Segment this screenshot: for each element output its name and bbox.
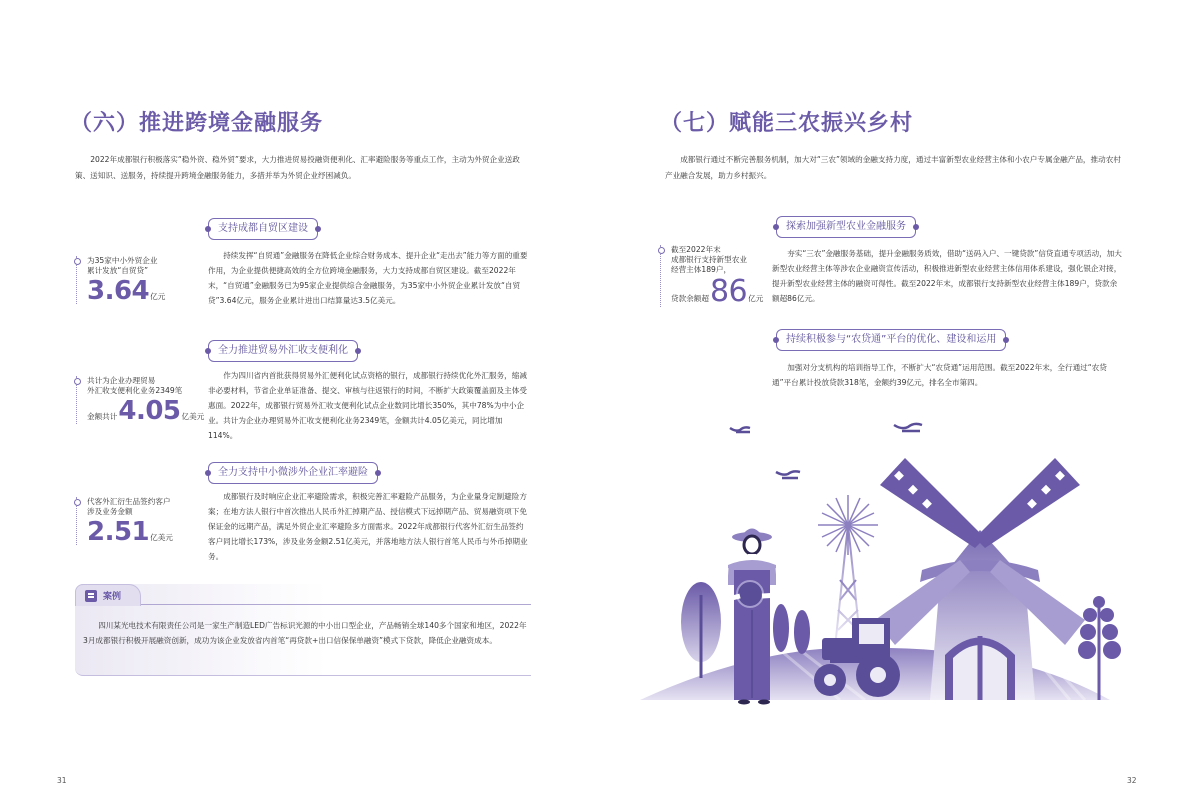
- farm-illustration: [640, 410, 1140, 720]
- subsection-body: 作为四川省内首批获得贸易外汇便利化试点资格的银行，成都银行持续优化外汇服务，缩减非必要材料，节省企业单证准备、提交、审核与往返银行的时间，不断扩大政策覆盖面及主体受惠面。2022年，成都银行贸易外汇收支便利化试点企业数同比增长350%，其中78%为中小企业。共计为企业办理贸易外汇收支便利化业务2349笔，金额共计4.05亿美元，同比增加114%。: [208, 371, 527, 440]
- case-body: 四川某光电技术有限责任公司是一家生产制造LED广告标识光源的中小出口型企业，产品畅销全球140多个国家和地区，2022年3月成都银行积极开展融资创新，成功为该企业发放省内首笔“再贷款+出口信保保单融资”模式下贷款，降低企业融资成本。: [83, 621, 527, 645]
- stat-unit: 亿美元: [150, 533, 173, 542]
- wheat-icon: [773, 604, 810, 654]
- stat-callout: [76, 376, 204, 424]
- subsection-title: 支持成都自贸区建设: [208, 218, 318, 240]
- stat-label: 共计为企业办理贸易: [87, 376, 156, 385]
- case-title: 案例: [103, 592, 122, 602]
- stat-number: 86: [709, 274, 748, 309]
- stat-unit: 亿元: [748, 294, 764, 303]
- subsection-title: 持续积极参与“农贷通”平台的优化、建设和运用: [776, 329, 1006, 351]
- stat-label: 外汇收支便利化业务2349笔: [87, 386, 183, 395]
- bird-icons: [730, 424, 922, 478]
- stat-prefix: 金额共计: [87, 412, 118, 421]
- subsection-body: 成都银行及时响应企业汇率避险需求，积极完善汇率避险产品服务，为企业量身定制避险方案；在地方法人银行中首次推出人民币外汇掉期产品、授信模式下远掉期产品、贸易融资项下免保证金的远期产品，满足外贸企业汇率避险多方面需求。2022年成都银行代客外汇衍生品签约客户同比增长173%，涉及业务金额2.51亿美元，并落地地方法人银行首笔人民币与外币掉期业务。: [208, 492, 528, 561]
- case-book-icon: [85, 590, 97, 602]
- subsection-body: 夯实“三农”金融服务基础，提升金融服务质效，借助“送码入户、一键贷款”信贷直通专项活动，加大新型农业经营主体等涉农企业融资宣传活动，积极推进新型农业经营主体信用体系建设，强化银企对接，提升新型农业经营主体的融资可得性。截至2022年末，成都银行支持新型农业经营主体189户，贷款余额超86亿元。: [772, 249, 1122, 303]
- stat-number: 4.05: [118, 396, 181, 426]
- subsection-title: 全力推进贸易外汇收支便利化: [208, 340, 358, 362]
- stat-number: 3.64: [87, 276, 150, 306]
- subsection-title: 全力支持中小微涉外企业汇率避险: [208, 462, 378, 484]
- stat-unit: 亿美元: [181, 412, 205, 421]
- stat-number: 2.51: [87, 517, 150, 547]
- tree-left-icon: [681, 582, 721, 678]
- page-number: 31: [57, 776, 67, 785]
- section-intro: 成都银行通过不断完善服务机制，加大对“三农”领域的金融支持力度，通过丰富新型农业经营主体和小农户专属金融产品，推动农村产业融合发展，助力乡村振兴。: [665, 155, 1121, 180]
- case-divider: [141, 604, 531, 605]
- section-title: （七）赋能三农振兴乡村: [660, 111, 914, 136]
- subsection-body: 持续发挥“自贸通”金融服务在降低企业综合财务成本、提升企业“走出去”能力等方面的重要作用，为企业提供便捷高效的全方位跨境金融服务，大力支持成都自贸区建设。截至2022年末，“自贸通”金融服务已为95家企业提供综合金融服务，为35家中小外贸企业累计发放“自贸贷”3.64亿元，服务企业累计进出口结算量达3.5亿美元。: [208, 251, 528, 305]
- stat-label: 代客外汇衍生品签约客户: [87, 497, 171, 506]
- case-box: [75, 584, 531, 676]
- stat-unit: 亿元: [150, 292, 166, 301]
- section-title: （六）推进跨境金融服务: [70, 111, 324, 136]
- stat-label: 经营主体189户，: [671, 265, 732, 274]
- subsection-title: 探索加强新型农业金融服务: [776, 216, 916, 238]
- stat-prefix: 贷款余额超: [671, 294, 709, 303]
- stat-callout: [76, 497, 173, 545]
- subsection-body: 加强对分支机构的培训指导工作，不断扩大“农贷通”运用范围。截至2022年末，全行通过“农贷通”平台累计投放贷款318笔，金额约39亿元，排名全市第四。: [772, 363, 1107, 387]
- stat-callout: [76, 256, 165, 304]
- case-tab: [75, 584, 141, 606]
- stat-callout: [660, 245, 763, 307]
- stat-label: 累计发放“自贸贷”: [87, 266, 149, 275]
- section-intro: 2022年成都银行积极落实“稳外资、稳外贸”要求，大力推进贸易投融资便利化、汇率避险服务等重点工作，主动为外贸企业送政策、送知识、送服务，持续提升跨境金融服务能力，多措并举为外贸企业纾困减负。: [75, 155, 520, 180]
- page-number: 32: [1127, 776, 1137, 785]
- stat-label: 为35家中小外贸企业: [87, 256, 158, 265]
- stat-label: 涉及业务金额: [87, 507, 133, 516]
- tree-right-icon: [1078, 596, 1121, 700]
- stat-label: 成都银行支持新型农业: [671, 255, 747, 264]
- lattice-windmill-icon: [818, 495, 878, 638]
- stat-label: 截至2022年末: [671, 245, 721, 254]
